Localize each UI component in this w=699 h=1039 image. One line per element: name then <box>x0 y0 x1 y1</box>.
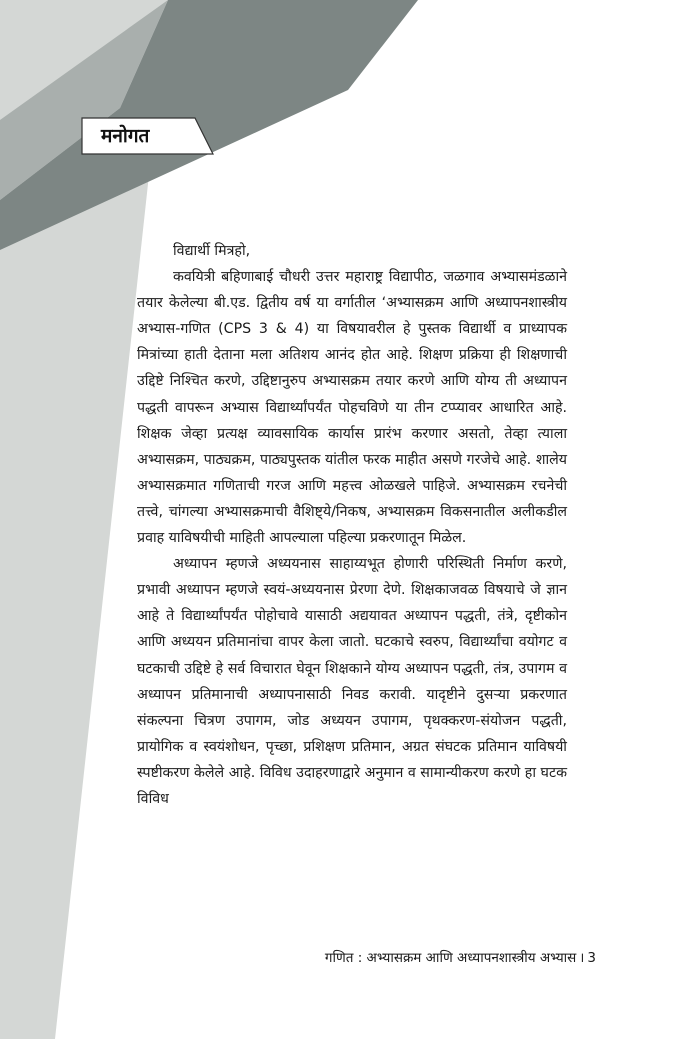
page-title: मनोगत <box>101 125 150 147</box>
salutation: विद्यार्थी मित्रहो, <box>173 243 251 259</box>
paragraph-2: अध्यापन म्हणजे अध्ययनास साहाय्यभूत होणारी परिस्थिती निर्माण करणे, प्रभावी अध्यापन म्हणजे स्वयं-अध्ययनास प्रेरणा देणे. शिक्षकाजवळ विषयाचे जे ज्ञान आहे ते विद्यार्थ्यांपर्यंत पोहोचावे यासाठी अद्ययावत अध्यापन पद्धती, तंत्रे, दृष्टीकोन आणि अध्ययन प्रतिमानांचा वापर केला जातो. घटकाचे स्वरुप, विद्यार्थ्यांचा वयोगट व घटकाची उद्दिष्टे हे सर्व विचारात घेवून शिक्षकाने योग्य अध्यापन पद्धती, तंत्र, उपागम व अध्यापन प्रतिमानाची अध्यापनासाठी निवड करावी. यादृष्टीने दुसऱ्या प्रकरणात संकल्पना चित्रण उपागम, जोड अध्ययन उपागम, पृथक्करण-संयोजन पद्धती, प्रायोगिक व स्वयंशोधन, पृच्छा, प्रशिक्षण प्रतिमान, अग्रत संघटक प्रतिमान याविषयी स्पष्टीकरण केलेले आहे. विविध उदाहरणाद्वारे अनुमान व सामान्यीकरण करणे हा घटक विविध <box>137 556 567 807</box>
page-footer <box>325 948 596 968</box>
body-text <box>137 238 567 812</box>
paragraph-1: कवयित्री बहिणाबाई चौधरी उत्तर महाराष्ट्र विद्यापीठ, जळगाव अभ्यासमंडळाने तयार केलेल्या बी.एड. द्वितीय वर्ष या वर्गातील ‘अभ्यासक्रम आणि अध्यापनशास्त्रीय अभ्यास-गणित (CPS 3 & 4) या विषयावरील हे पुस्तक विद्यार्थी व प्राध्यापक मित्रांच्या हाती देताना मला अतिशय आनंद होत आहे. शिक्षण प्रक्रिया ही शिक्षणाची उद्दिष्टे निश्चित करणे, उद्दिष्टानुरुप अभ्यासक्रम तयार करणे आणि योग्य ती अध्यापन पद्धती वापरून अभ्यास विद्यार्थ्यांपर्यंत पोहचविणे या तीन टप्प्यावर आधारित आहे. शिक्षक जेव्हा प्रत्यक्ष व्यावसायिक कार्यास प्रारंभ करणार असतो, तेव्हा त्याला अभ्यासक्रम, पाठ्यक्रम, पाठ्यपुस्तक यांतील फरक माहीत असणे गरजेचे आहे. शालेय अभ्यासक्रमात गणिताची गरज आणि महत्त्व ओळखले पाहिजे. अभ्यासक्रम रचनेची तत्त्वे, चांगल्या अभ्यासक्रमाची वैशिष्ट्ये/निकष, अभ्यासक्रम विकसनातील अलीकडील प्रवाह याविषयीची माहिती आपल्याला पहिल्या प्रकरणातून मिळेल. <box>137 269 567 547</box>
page-number: 3 <box>587 950 596 966</box>
footer-separator: । <box>579 950 585 966</box>
heading-tag <box>81 117 215 155</box>
running-title: गणित : अभ्यासक्रम आणि अध्यापनशास्त्रीय अभ्यास <box>324 950 577 966</box>
